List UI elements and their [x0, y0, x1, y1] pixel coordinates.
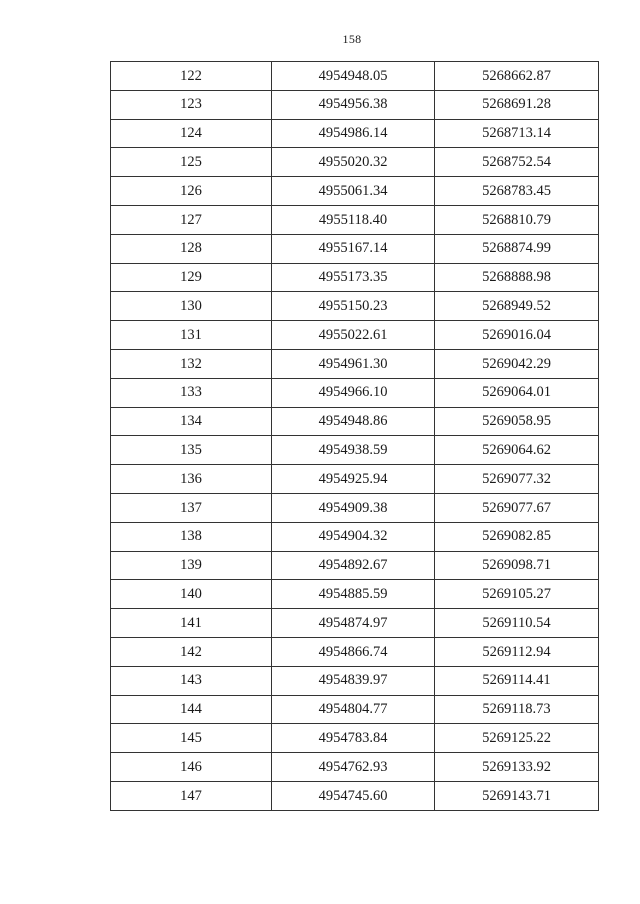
x-coordinate-cell: 4954938.59: [272, 436, 435, 465]
x-coordinate-cell: 4954745.60: [272, 781, 435, 810]
y-coordinate-cell: 5269114.41: [435, 666, 599, 695]
point-number-cell: 134: [111, 407, 272, 436]
point-number-cell: 130: [111, 292, 272, 321]
point-number-cell: 123: [111, 90, 272, 119]
y-coordinate-cell: 5269118.73: [435, 695, 599, 724]
y-coordinate-cell: 5268810.79: [435, 205, 599, 234]
point-number-cell: 141: [111, 609, 272, 638]
x-coordinate-cell: 4955173.35: [272, 263, 435, 292]
x-coordinate-cell: 4954804.77: [272, 695, 435, 724]
table-row: [111, 148, 599, 177]
y-coordinate-cell: 5269133.92: [435, 753, 599, 782]
x-coordinate-cell: 4954839.97: [272, 666, 435, 695]
point-number-cell: 122: [111, 62, 272, 91]
point-number-cell: 136: [111, 465, 272, 494]
table-row: [111, 205, 599, 234]
table-row: [111, 407, 599, 436]
x-coordinate-cell: 4954961.30: [272, 349, 435, 378]
point-number-cell: 127: [111, 205, 272, 234]
y-coordinate-cell: 5269110.54: [435, 609, 599, 638]
table-row: [111, 119, 599, 148]
y-coordinate-cell: 5268713.14: [435, 119, 599, 148]
table-row: [111, 781, 599, 810]
point-number-cell: 143: [111, 666, 272, 695]
x-coordinate-cell: 4954885.59: [272, 580, 435, 609]
point-number-cell: 144: [111, 695, 272, 724]
table-row: [111, 522, 599, 551]
table-row: [111, 551, 599, 580]
x-coordinate-cell: 4955167.14: [272, 234, 435, 263]
point-number-cell: 124: [111, 119, 272, 148]
table-row: [111, 666, 599, 695]
x-coordinate-cell: 4954966.10: [272, 378, 435, 407]
coordinates-table-body: [111, 62, 599, 811]
table-row: [111, 349, 599, 378]
x-coordinate-cell: 4955020.32: [272, 148, 435, 177]
point-number-cell: 132: [111, 349, 272, 378]
table-row: [111, 177, 599, 206]
x-coordinate-cell: 4954956.38: [272, 90, 435, 119]
y-coordinate-cell: 5269143.71: [435, 781, 599, 810]
point-number-cell: 138: [111, 522, 272, 551]
x-coordinate-cell: 4954762.93: [272, 753, 435, 782]
x-coordinate-cell: 4954909.38: [272, 493, 435, 522]
table-row: [111, 263, 599, 292]
x-coordinate-cell: 4954986.14: [272, 119, 435, 148]
table-row: [111, 321, 599, 350]
table-row: [111, 234, 599, 263]
x-coordinate-cell: 4954948.86: [272, 407, 435, 436]
point-number-cell: 126: [111, 177, 272, 206]
x-coordinate-cell: 4955118.40: [272, 205, 435, 234]
point-number-cell: 125: [111, 148, 272, 177]
table-row: [111, 580, 599, 609]
table-row: [111, 378, 599, 407]
y-coordinate-cell: 5269125.22: [435, 724, 599, 753]
x-coordinate-cell: 4954783.84: [272, 724, 435, 753]
y-coordinate-cell: 5268691.28: [435, 90, 599, 119]
y-coordinate-cell: 5269064.62: [435, 436, 599, 465]
x-coordinate-cell: 4954904.32: [272, 522, 435, 551]
point-number-cell: 137: [111, 493, 272, 522]
y-coordinate-cell: 5269098.71: [435, 551, 599, 580]
y-coordinate-cell: 5268752.54: [435, 148, 599, 177]
x-coordinate-cell: 4954948.05: [272, 62, 435, 91]
table-row: [111, 695, 599, 724]
table-row: [111, 493, 599, 522]
x-coordinate-cell: 4955061.34: [272, 177, 435, 206]
table-row: [111, 292, 599, 321]
y-coordinate-cell: 5268662.87: [435, 62, 599, 91]
x-coordinate-cell: 4954925.94: [272, 465, 435, 494]
point-number-cell: 142: [111, 637, 272, 666]
table-row: [111, 724, 599, 753]
x-coordinate-cell: 4954866.74: [272, 637, 435, 666]
y-coordinate-cell: 5269082.85: [435, 522, 599, 551]
y-coordinate-cell: 5269058.95: [435, 407, 599, 436]
table-row: [111, 753, 599, 782]
y-coordinate-cell: 5269042.29: [435, 349, 599, 378]
y-coordinate-cell: 5268888.98: [435, 263, 599, 292]
y-coordinate-cell: 5269112.94: [435, 637, 599, 666]
y-coordinate-cell: 5269105.27: [435, 580, 599, 609]
point-number-cell: 140: [111, 580, 272, 609]
x-coordinate-cell: 4954892.67: [272, 551, 435, 580]
point-number-cell: 135: [111, 436, 272, 465]
y-coordinate-cell: 5268874.99: [435, 234, 599, 263]
point-number-cell: 128: [111, 234, 272, 263]
x-coordinate-cell: 4955022.61: [272, 321, 435, 350]
table-row: [111, 90, 599, 119]
y-coordinate-cell: 5268949.52: [435, 292, 599, 321]
point-number-cell: 133: [111, 378, 272, 407]
y-coordinate-cell: 5268783.45: [435, 177, 599, 206]
y-coordinate-cell: 5269064.01: [435, 378, 599, 407]
table-row: [111, 436, 599, 465]
point-number-cell: 139: [111, 551, 272, 580]
point-number-cell: 131: [111, 321, 272, 350]
point-number-cell: 145: [111, 724, 272, 753]
table-row: [111, 62, 599, 91]
table-row: [111, 465, 599, 494]
y-coordinate-cell: 5269016.04: [435, 321, 599, 350]
y-coordinate-cell: 5269077.67: [435, 493, 599, 522]
x-coordinate-cell: 4954874.97: [272, 609, 435, 638]
y-coordinate-cell: 5269077.32: [435, 465, 599, 494]
point-number-cell: 146: [111, 753, 272, 782]
table-row: [111, 609, 599, 638]
coordinates-table: [110, 61, 599, 811]
point-number-cell: 147: [111, 781, 272, 810]
x-coordinate-cell: 4955150.23: [272, 292, 435, 321]
point-number-cell: 129: [111, 263, 272, 292]
table-row: [111, 637, 599, 666]
page-number: 158: [342, 32, 362, 46]
